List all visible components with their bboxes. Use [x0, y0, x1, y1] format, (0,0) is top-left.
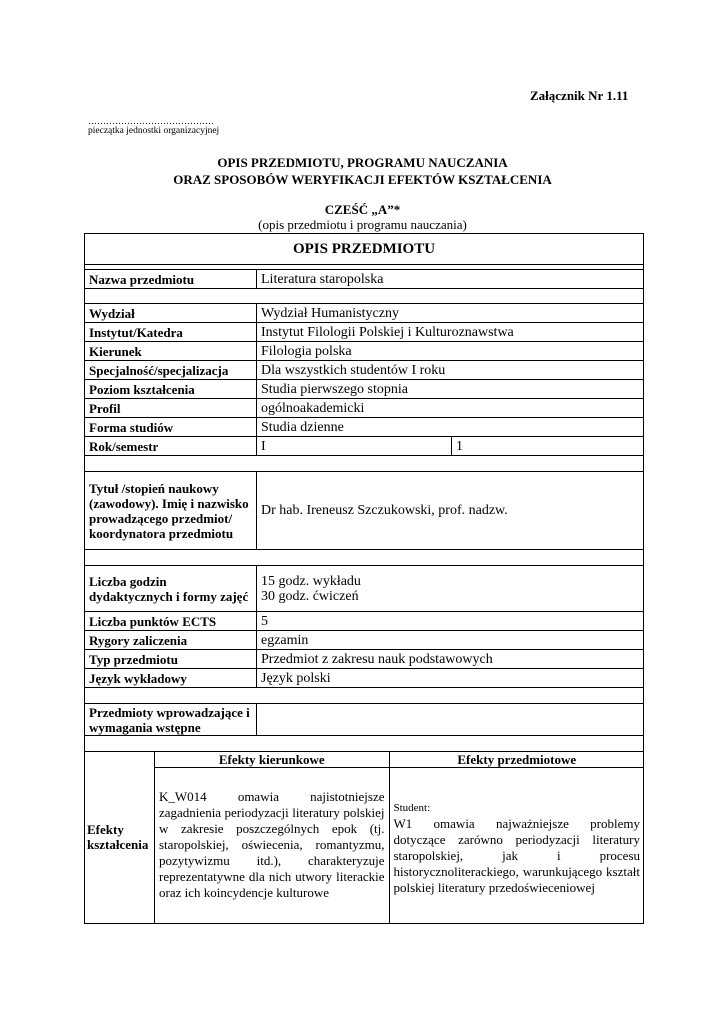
ects-value: 5	[257, 612, 644, 631]
ects-label: Liczba punktów ECTS	[85, 612, 257, 631]
document-title-line1: OPIS PRZEDMIOTU, PROGRAMU NAUCZANIA	[217, 155, 508, 170]
profil-value: ogólnoakademicki	[257, 399, 644, 418]
forma-value: Studia dzienne	[257, 418, 644, 437]
efekty-container	[155, 752, 644, 924]
document-title-line2: ORAZ SPOSOBÓW WERYFIKACJI EFEKTÓW KSZTAŁCENIA	[173, 172, 552, 187]
godziny-cwiczenia: 30 godz. ćwiczeń	[261, 588, 359, 604]
semestr-value: 1	[452, 437, 644, 456]
instytut-value: Instytut Filologii Polskiej i Kulturoznawstwa	[257, 323, 644, 342]
rok-label: Rok/semestr	[85, 437, 257, 456]
nazwa-label: Nazwa przedmiotu	[85, 270, 257, 289]
attachment-number: Załącznik Nr 1.11	[530, 88, 629, 103]
poziom-value: Studia pierwszego stopnia	[257, 380, 644, 399]
prowadzacy-value: Dr hab. Ireneusz Szczukowski, prof. nadzw.	[257, 472, 644, 550]
jezyk-label: Język wykładowy	[85, 669, 257, 688]
wprowadzajace-label: Przedmioty wprowadzające i wymagania wstępne	[85, 704, 257, 736]
efekty-przedmiotowe-cell	[389, 768, 644, 923]
godziny-value	[257, 566, 644, 612]
stamp-dots: ……………………………………	[88, 116, 214, 126]
typ-label: Typ przedmiotu	[85, 650, 257, 669]
rok-value: I	[257, 437, 452, 456]
forma-label: Forma studiów	[85, 418, 257, 437]
rygory-value: egzamin	[257, 631, 644, 650]
poziom-label: Poziom kształcenia	[85, 380, 257, 399]
typ-value: Przedmiot z zakresu nauk podstawowych	[257, 650, 644, 669]
wydzial-label: Wydział	[85, 304, 257, 323]
specjalnosc-value: Dla wszystkich studentów I roku	[257, 361, 644, 380]
prowadzacy-label: Tytuł /stopień naukowy (zawodowy). Imię i nazwisko prowadzącego przedmiot/ koordynatora przedmiotu	[85, 472, 257, 550]
subject-description-table	[84, 233, 644, 924]
kierunek-label: Kierunek	[85, 342, 257, 361]
efekty-student-label: Student:	[393, 801, 431, 814]
instytut-label: Instytut/Katedra	[85, 323, 257, 342]
wprowadzajace-value	[257, 704, 644, 736]
rygory-label: Rygory zaliczenia	[85, 631, 257, 650]
godziny-label: Liczba godzin dydaktycznych i formy zajęć	[85, 566, 257, 612]
kierunek-value: Filologia polska	[257, 342, 644, 361]
efekty-przedmiotowe-text: W1 omawia najważniejsze problemy dotyczące zarówno periodyzacji literatury staropolskiej, jak i procesu historycznoliterackiego, warunkującego kształt polskiej literatury przedoświeceniowej	[393, 815, 640, 895]
efekty-kierunkowe-text: K_W014 omawia najistotniejsze zagadnienia periodyzacji literatury polskiej w zakresie poszczególnych epok (tj. staropolskiej, oświecenia, romantyzmu, pozytywizmu itd.), charakteryzuje reprezentatywne dla nich utwory literackie oraz ich koincydencje kulturowe	[155, 768, 389, 923]
efekty-kierunkowe-header: Efekty kierunkowe	[155, 752, 389, 768]
part-title: CZEŚĆ „A”*	[324, 202, 401, 217]
profil-label: Profil	[85, 399, 257, 418]
part-subtitle: (opis przedmiotu i programu nauczania)	[258, 217, 467, 232]
efekty-label: Efekty kształcenia	[85, 752, 155, 924]
wydzial-value: Wydział Humanistyczny	[257, 304, 644, 323]
efekty-przedmiotowe-header: Efekty przedmiotowe	[389, 752, 644, 768]
efekty-table	[155, 752, 644, 923]
table-heading: OPIS PRZEDMIOTU	[85, 234, 644, 265]
jezyk-value: Język polski	[257, 669, 644, 688]
stamp-label: pieczątka jednostki organizacyjnej	[88, 126, 220, 136]
specjalnosc-label: Specjalność/specjalizacja	[85, 361, 257, 380]
nazwa-value: Literatura staropolska	[257, 270, 644, 289]
godziny-wyklad: 15 godz. wykładu	[261, 573, 361, 589]
